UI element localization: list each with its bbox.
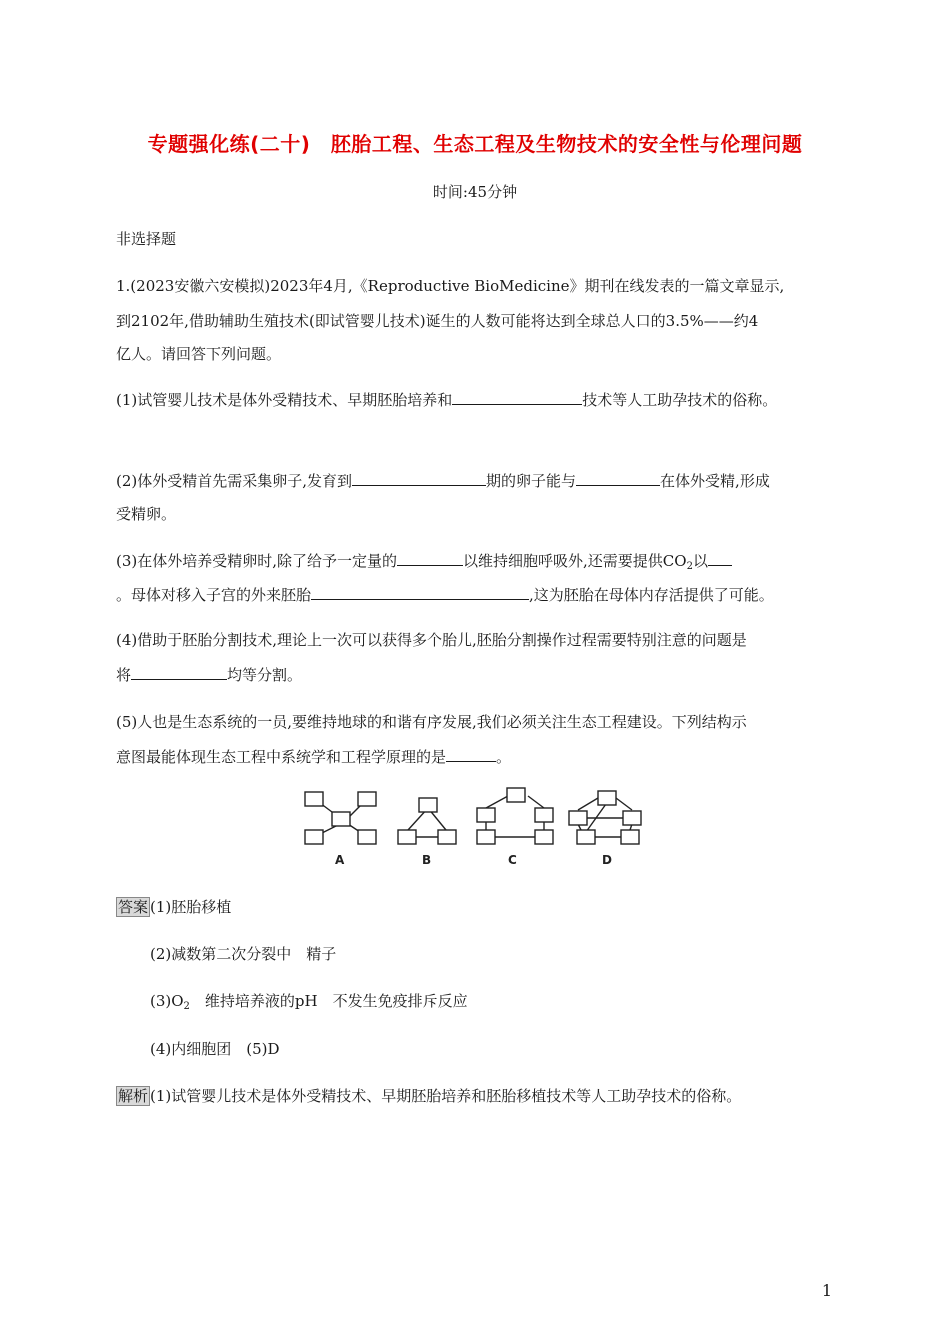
sub-question-5-text-b: 意图最能体现生态工程中系统学和工程学原理的是 [116,748,447,766]
question-stem-line-2: 到2102年,借助辅助生殖技术(即试管婴儿技术)诞生的人数可能将达到全球总人口的3.5%——约4 [116,312,759,330]
diagram-label-a: A [335,853,345,867]
answer-2: (2)减数第二次分裂中 精子 [150,945,337,963]
sub-question-5: (5)人也是生态系统的一员,要维持地球的和谐有序发展,我们必须关注生态工程建设。下列结构示 [116,713,747,731]
sub-question-5-cont [116,746,511,767]
sub-question-4-cont [116,664,302,685]
sub-question-5-text-c: 。 [496,748,512,766]
diagram-label-d: D [602,853,612,867]
answer-1: (1)胚胎移植 [150,898,232,916]
answer-blank-1[interactable] [452,389,582,405]
sub-question-3-cont [116,584,774,605]
answer-blank-3a[interactable] [397,550,463,566]
question-stem-line-1: 1.(2023安徽六安模拟)2023年4月,《Reproductive BioMedicine》期刊在线发表的一篇文章显示, [116,277,785,295]
sub-question-2-text-c: 在体外受精,形成 [660,472,770,490]
sub-question-3-text-b: 以维持细胞呼吸外,还需要提供CO [463,552,687,570]
answer-3-text-a: (3)O [150,992,184,1010]
answer-blank-2b[interactable] [576,470,660,486]
analysis-text: (1)试管婴儿技术是体外受精技术、早期胚胎培养和胚胎移植技术等人工助孕技术的俗称。 [150,1087,742,1105]
answer-blank-4[interactable] [131,664,227,680]
sub-question-4-text-b: 将 [116,666,132,684]
answer-3-text-b: 维持培养液的pH 不发生免疫排斥反应 [189,992,468,1010]
sub-question-3-text-e: ,这为胚胎在母体内存活提供了可能。 [529,586,774,604]
answer-blank-5[interactable] [446,746,496,762]
answer-blank-2a[interactable] [352,470,486,486]
diagram-option-b [398,798,456,867]
diagram-label-b: B [422,853,432,867]
diagram-option-c [477,788,553,867]
sub-question-2-text-b: 期的卵子能与 [486,472,577,490]
co2-subscript: 2 [686,561,693,572]
diagram-option-d [569,791,641,867]
analysis-line [116,1086,741,1106]
answer-line-3 [150,991,468,1017]
sub-question-3-text-c: 以 [692,552,708,570]
answer-tag: 答案 [118,898,149,916]
answer-4: (4)内细胞团 (5)D [150,1040,280,1058]
section-heading: 非选择题 [116,230,177,248]
o2-subscript: 2 [183,1001,190,1012]
answer-blank-3c[interactable] [311,584,529,600]
sub-question-3 [116,550,732,577]
analysis-tag: 解析 [118,1087,149,1105]
sub-question-4: (4)借助于胚胎分割技术,理论上一次可以获得多个胎儿,胚胎分割操作过程需要特别注意的问题是 [116,631,747,649]
diagram-option-a [305,792,376,867]
time-limit: 时间:45分钟 [432,183,518,201]
sub-question-2-text-a: (2)体外受精首先需采集卵子,发育到 [116,472,353,490]
answer-blank-3b[interactable] [708,550,732,566]
structure-diagram-figure [300,784,660,874]
page-title: 专题强化练(二十) 胚胎工程、生态工程及生物技术的安全性与伦理问题 [147,132,803,156]
sub-question-4-text-c: 均等分割。 [227,666,303,684]
answer-line-1 [116,897,231,917]
question-stem-line-3: 亿人。请回答下列问题。 [116,345,282,363]
sub-question-3-text-d: 。母体对移入子宫的外来胚胎 [116,586,312,604]
page-number: 1 [821,1281,832,1300]
diagram-label-c: C [508,853,517,867]
sub-question-1-text-b: 技术等人工助孕技术的俗称。 [582,391,778,409]
sub-question-3-text-a: (3)在体外培养受精卵时,除了给予一定量的 [116,552,398,570]
sub-question-1 [116,389,777,410]
sub-question-2-cont: 受精卵。 [116,505,177,523]
sub-question-1-text-a: (1)试管婴儿技术是体外受精技术、早期胚胎培养和 [116,391,453,409]
sub-question-2 [116,470,770,491]
